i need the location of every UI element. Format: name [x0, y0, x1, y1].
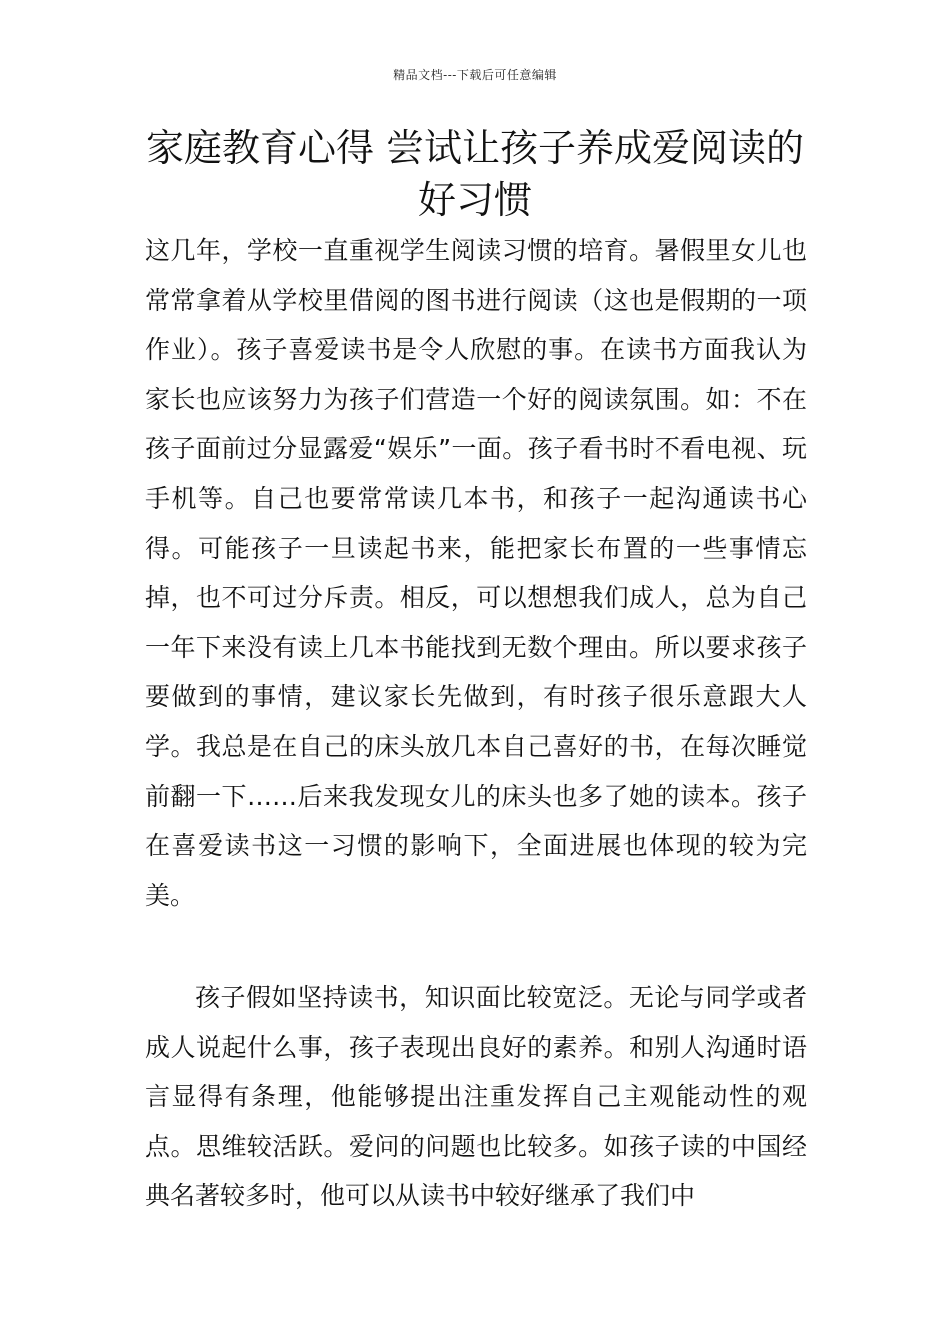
- body-paragraph-1: 这几年，学校一直重视学生阅读习惯的培育。暑假里女儿也常常拿着从学校里借阅的图书进行阅读（这也是假期的一项作业）。孩子喜爱读书是令人欣慰的事。在读书方面我认为家长也应该努力为孩子们营造一个好的阅读氛围。如：不在孩子面前过分显露爱“娱乐”一面。孩子看书时不看电视、玩手机等。自己也要常常读几本书，和孩子一起沟通读书心得。可能孩子一旦读起书来，能把家长布置的一些事情忘掉，也不可过分斥责。相反，可以想想我们成人，总为自己一年下来没有读上几本书能找到无数个理由。所以要求孩子要做到的事情，建议家长先做到，有时孩子很乐意跟大人学。我总是在自己的床头放几本自己喜好的书，在每次睡觉前翻一下……后来我发现女儿的床头也多了她的读本。孩子在喜爱读书这一习惯的影响下，全面进展也体现的较为完美。: [145, 236, 807, 910]
- header-note: 精品文档---下载后可任意编辑: [393, 68, 557, 82]
- document-title: 家庭教育心得 尝试让孩子养成爱阅读的好习惯: [145, 126, 805, 222]
- body-paragraph-2: 孩子假如坚持读书，知识面比较宽泛。无论与同学或者成人说起什么事，孩子表现出良好的素养。和别人沟通时语言显得有条理，他能够提出注重发挥自己主观能动性的观点。思维较活跃。爱问的问题也比较多。如孩子读的中国经典名著较多时，他可以从读书中较好继承了我们中: [145, 983, 807, 1211]
